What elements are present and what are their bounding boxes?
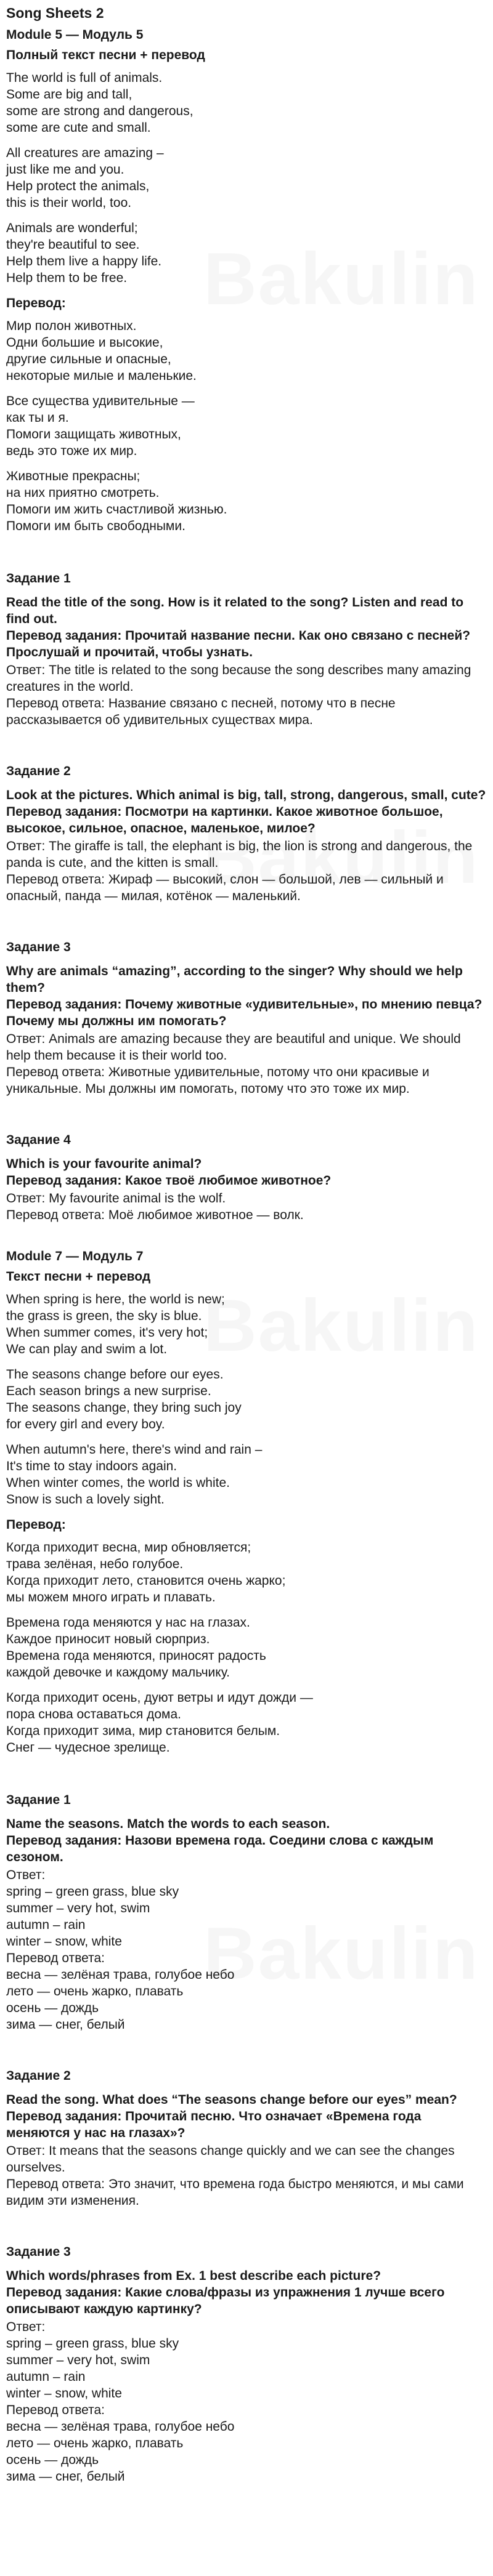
task-translation: Перевод задания: Прочитай название песни. Как оно связано с песней? Прослушай и прочитай, чтобы узнать. [6,629,471,659]
translation-line: Когда приходит лето, становится очень жарко; [6,1574,286,1588]
translation-line: пора снова оставаться дома. [6,1707,181,1721]
task-answer-translation-line: осень — дождь [6,2453,99,2467]
task-answer-translation-line: весна — зелёная трава, голубое небо [6,1968,235,1982]
task-answer-translation-line: осень — дождь [6,2001,99,2015]
task-question: Look at the pictures. Which animal is big, tall, strong, dangerous, small, cute? [6,788,486,802]
lyrics-stanza [6,70,487,136]
lyrics-line: Snow is such a lovely sight. [6,1492,165,1507]
lyrics-line: Help protect the animals, [6,179,150,193]
lyrics-line: The seasons change, they bring such joy [6,1401,242,1415]
task-translation: Перевод задания: Посмотри на картинки. Какое животное большое, высокое, сильное, опасное, маленькое, милое? [6,805,443,835]
module-7 [6,1248,487,2485]
module-5-title: Module 5 — Модуль 5 [6,28,144,42]
task-question: Which words/phrases from Ex. 1 best describe each picture? [6,2269,381,2283]
task-heading: Задание 1 [6,1793,71,1807]
task-answer-translation-line: весна — зелёная трава, голубое небо [6,2420,235,2434]
task-translation: Перевод задания: Почему животные «удивительные», по мнению певца? Почему мы должны им помогать? [6,997,483,1028]
task-answer-line: winter – snow, white [6,1934,122,1949]
lyrics-line: for every girl and every boy. [6,1417,165,1431]
task-heading: Задание 2 [6,2069,71,2083]
task-answer: Ответ: Animals are amazing because they are beautiful and unique. We should help them because it is their world too. [6,1032,461,1063]
lyrics-line: When summer comes, it's very hot; [6,1326,208,1340]
translation-line: Каждое приносит новый сюрприз. [6,1632,210,1646]
module-7-subtitle: Текст песни + перевод [6,1270,151,1284]
lyrics-line: When autumn's here, there's wind and rain – [6,1443,263,1457]
task-translation: Перевод задания: Какое твоё любимое животное? [6,1173,332,1188]
task-answer-line: autumn – rain [6,1918,86,1932]
task-heading: Задание 1 [6,571,71,586]
translation-line: Все существа удивительные — [6,394,195,408]
translation-line: некоторые милые и маленькие. [6,369,197,383]
task-question: Which is your favourite animal? [6,1157,202,1171]
task-answer-line: summer – very hot, swim [6,2353,150,2367]
task-question: Name the seasons. Match the words to each season. [6,1817,330,1831]
task-answer-line: winter – snow, white [6,2386,122,2401]
lyrics-line: Help them to be free. [6,271,128,285]
task-answer-line: spring – green grass, blue sky [6,1885,179,1899]
lyrics-line: Some are big and tall, [6,87,132,102]
translation-line: Снег — чудесное зрелище. [6,1741,170,1755]
lyrics-stanza [6,1441,487,1508]
task-block [6,570,487,728]
translation-line: Помоги им быть свободными. [6,519,185,533]
task-answer-translation-line: зима — снег, белый [6,2469,125,2484]
lyrics-line: just like me and you. [6,163,124,177]
translation-line: другие сильные и опасные, [6,352,171,366]
task-translation: Перевод задания: Прочитай песню. Что означает «Времена года меняются у нас на глазах»? [6,2109,422,2140]
task-answer-translation: Перевод ответа: Это значит, что времена года быстро меняются, и мы сами видим эти изменения. [6,2177,464,2208]
translation-stanza [6,468,487,534]
task-question: Read the title of the song. How is it related to the song? Listen and read to find out. [6,595,464,626]
task-answer-translation-label: Перевод ответа: [6,1951,105,1965]
task-block [6,2067,487,2209]
task-answer-translation: Перевод ответа: Название связано с песней, потому что в песне рассказывается об удивительных существах мира. [6,696,396,727]
document-title: Song Sheets 2 [6,5,104,21]
translation-label: Перевод: [6,296,66,310]
task-translation: Перевод задания: Какие слова/фразы из упражнения 1 лучше всего описывают каждую картинку? [6,2285,445,2316]
translation-stanza [6,1539,487,1606]
task-answer-translation-line: лето — очень жарко, плавать [6,1984,184,1998]
module-5 [6,26,487,1223]
task-answer-translation: Перевод ответа: Жираф — высокий, слон — большой, лев — сильный и опасный, панда — милая, котёнок — маленький. [6,872,444,903]
task-answer: Ответ: The giraffe is tall, the elephant is big, the lion is strong and dangerous, the panda is cute, and the kitten is small. [6,839,473,870]
task-answer-line: autumn – rain [6,2370,86,2384]
translation-line: как ты и я. [6,411,69,425]
translation-line: Когда приходит осень, дуют ветры и идут дожди — [6,1691,313,1705]
task-answer-translation: Перевод ответа: Животные удивительные, потому что они красивые и уникальные. Мы должны им помогать, потому что это тоже их мир. [6,1065,430,1096]
translation-line: ведь это тоже их мир. [6,444,137,458]
task-translation: Перевод задания: Назови времена года. Соедини слова с каждым сезоном. [6,1833,434,1864]
task-answer-label: Ответ: [6,1868,46,1882]
lyrics-line: It's time to stay indoors again. [6,1459,177,1473]
lyrics-stanza [6,145,487,211]
lyrics-line: some are strong and dangerous, [6,104,194,118]
lyrics-stanza [6,1291,487,1358]
task-block [6,939,487,1097]
task-answer-label: Ответ: [6,2320,46,2334]
translation-stanza [6,393,487,459]
lyrics-line: The seasons change before our eyes. [6,1367,224,1382]
translation-line: Одни большие и высокие, [6,336,163,350]
task-answer-translation: Перевод ответа: Моё любимое животное — волк. [6,1208,304,1222]
translation-line: мы можем много играть и плавать. [6,1590,216,1604]
translation-stanza [6,1689,487,1756]
task-block [6,1792,487,2033]
task-heading: Задание 3 [6,940,71,954]
translation-line: Помоги им жить счастливой жизнью. [6,502,227,517]
lyrics-line: some are cute and small. [6,121,151,135]
translation-line: Времена года меняются у нас на глазах. [6,1616,250,1630]
translation-line: Времена года меняются, приносят радость [6,1649,266,1663]
lyrics-stanza [6,1366,487,1433]
task-heading: Задание 2 [6,764,71,778]
lyrics-stanza [6,220,487,286]
task-block [6,2244,487,2485]
lyrics-line: they're beautiful to see. [6,238,140,252]
task-answer: Ответ: The title is related to the song because the song describes many amazing creatures in the world. [6,663,471,694]
lyrics-line: this is their world, too. [6,196,132,210]
lyrics-line: Each season brings a new surprise. [6,1384,211,1398]
lyrics-line: When winter comes, the world is white. [6,1476,230,1490]
task-block [6,1132,487,1223]
lyrics-line: All creatures are amazing – [6,146,164,160]
module-7-title: Module 7 — Модуль 7 [6,1249,144,1263]
translation-line: Мир полон животных. [6,319,137,333]
task-heading: Задание 4 [6,1133,71,1147]
task-block [6,763,487,904]
lyrics-line: Animals are wonderful; [6,221,138,235]
module-5-subtitle: Полный текст песни + перевод [6,48,205,62]
translation-line: Помоги защищать животных, [6,427,181,441]
translation-stanza [6,1614,487,1681]
task-question: Read the song. What does “The seasons change before our eyes” mean? [6,2093,457,2107]
lyrics-line: The world is full of animals. [6,71,163,85]
translation-line: каждой девочке и каждому мальчику. [6,1665,230,1680]
task-answer: Ответ: My favourite animal is the wolf. [6,1191,226,1205]
task-answer-translation-line: лето — очень жарко, плавать [6,2436,184,2450]
lyrics-line: Help them live a happy life. [6,254,162,268]
translation-stanza [6,318,487,384]
lyrics-line: We can play and swim a lot. [6,1342,168,1356]
task-heading: Задание 3 [6,2245,71,2259]
translation-label: Перевод: [6,1518,66,1532]
lyrics-line: When spring is here, the world is new; [6,1292,225,1306]
task-answer-translation-line: зима — снег, белый [6,2018,125,2032]
translation-line: трава зелёная, небо голубое. [6,1557,184,1571]
task-answer-line: summer – very hot, swim [6,1901,150,1915]
task-answer-translation-label: Перевод ответа: [6,2403,105,2417]
lyrics-line: the grass is green, the sky is blue. [6,1309,202,1323]
translation-line: Когда приходит зима, мир становится белым. [6,1724,280,1738]
translation-line: Животные прекрасны; [6,469,141,483]
task-answer: Ответ: It means that the seasons change quickly and we can see the changes ourselves. [6,2144,455,2175]
task-question: Why are animals “amazing”, according to the singer? Why should we help them? [6,964,463,995]
translation-line: Когда приходит весна, мир обновляется; [6,1540,251,1555]
task-answer-line: spring – green grass, blue sky [6,2337,179,2351]
translation-line: на них приятно смотреть. [6,486,160,500]
